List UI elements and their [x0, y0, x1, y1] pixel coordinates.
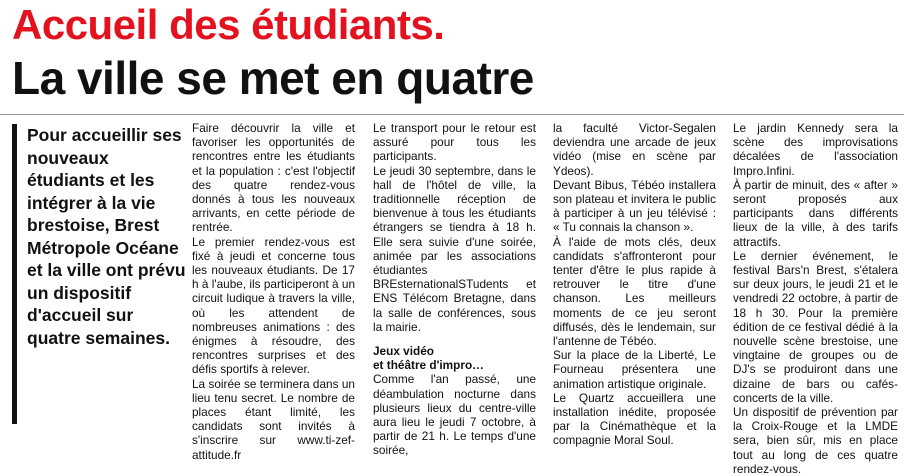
paragraph: La soirée se terminera dans un lieu tenu secret. Le nombre de places étant limité, les candidats sont invités à s'inscrire sur www.ti-zef-attitude.fr [192, 376, 355, 462]
paragraph: Le premier rendez-vous est fixé à jeudi et concerne tous les nouveaux étudiants. De 17 h à l'aube, ils participeront à un circuit ludique à travers la ville, où les attendent de nombreuses animations : des énigmes à résoudre, des rencontres surprises et des défis sportifs à relever. [192, 234, 355, 377]
paragraph: À partir de minuit, des « after » seront proposés aux participants dans différents lieux de la ville, à des tarifs attractifs. [733, 177, 898, 249]
paragraph: Le transport pour le retour est assuré pour tous les participants. [373, 121, 536, 164]
paragraph: Le jeudi 30 septembre, dans le hall de l'hôtel de ville, la traditionnelle réception de bienvenue à tous les étudiants étrangers se tiendra à 18 h. Elle sera suivie d'une soirée, animée par les associations étudiantes BREsternationalSTudents et ENS Télécom Bretagne, dans la salle de conférences, sous la mairie. [373, 163, 536, 334]
paragraph: Un dispositif de prévention par la Croix-Rouge et la LMDE sera, bien sûr, mis en place tout au long de ces quatre rendez-vous. [733, 405, 898, 476]
paragraph: Devant Bibus, Tébéo installera son plateau et invitera le public à participer à un jeu télévisé : « Tu connais la chanson ». [553, 177, 716, 235]
paragraph: À l'aide de mots clés, deux candidats s'affronteront pour tenter d'être le plus rapide à retrouver le titre d'une chanson. Les meilleurs moments de ce jeu seront diffusés, dès le lendemain, sur l'antenne de Tébéo. [553, 234, 716, 349]
headline-title: La ville se met en quatre [12, 52, 534, 104]
article-column-4 [733, 121, 898, 476]
paragraph: Comme l'an passé, une déambulation nocturne dans plusieurs lieux du centre-ville aura lieu le jeudi 7 octobre, à partir de 21 h. Le temps d'une soirée, [373, 372, 536, 458]
paragraph: Le Quartz accueillera une installation inédite, proposée par la Cinémathèque et la compagnie Moral Soul. [553, 390, 716, 448]
paragraph: Le dernier événement, le festival Bars'n Brest, s'étalera sur deux jours, le jeudi 21 et le vendredi 22 octobre, à partir de 18 h 30. Pour la première édition de ce festival dédié à la nouvelle scène brestoise, une vingtaine de groupes ou de DJ's se produiront dans une dizaine de bars ou cafés-concerts de la ville. [733, 248, 898, 405]
headline-divider [0, 114, 904, 115]
chapo-box [12, 124, 190, 424]
paragraph: la faculté Victor-Segalen deviendra une arcade de jeux vidéo (mise en scène par Ydeos). [553, 121, 716, 178]
article-column-3 [553, 121, 716, 448]
paragraph: Faire découvrir la ville et favoriser les opportunités de rencontres entre les étudiants et la population : c'est l'objectif des quatre rendez-vous donnés à tous les nouveaux arrivants, en cette période de rentrée. [192, 121, 355, 235]
article-column-2 [373, 121, 536, 458]
article-column-1 [192, 121, 355, 462]
paragraph: Sur la place de la Liberté, Le Fourneau présentera une animation artistique originale. [553, 348, 716, 391]
section-subheading: Jeux vidéo et théâtre d'impro… [373, 344, 484, 373]
headline-kicker: Accueil des étudiants. [12, 1, 445, 48]
paragraph: Le jardin Kennedy sera la scène des improvisations décalées de l'association Impro.Infini. [733, 121, 898, 178]
chapo-text: Pour accueillir ses nouveaux étudiants et les intégrer à la vie brestoise, Brest Métropole Océane et la ville ont prévu un dispositif d'accueil sur quatre semaines. [27, 125, 186, 348]
